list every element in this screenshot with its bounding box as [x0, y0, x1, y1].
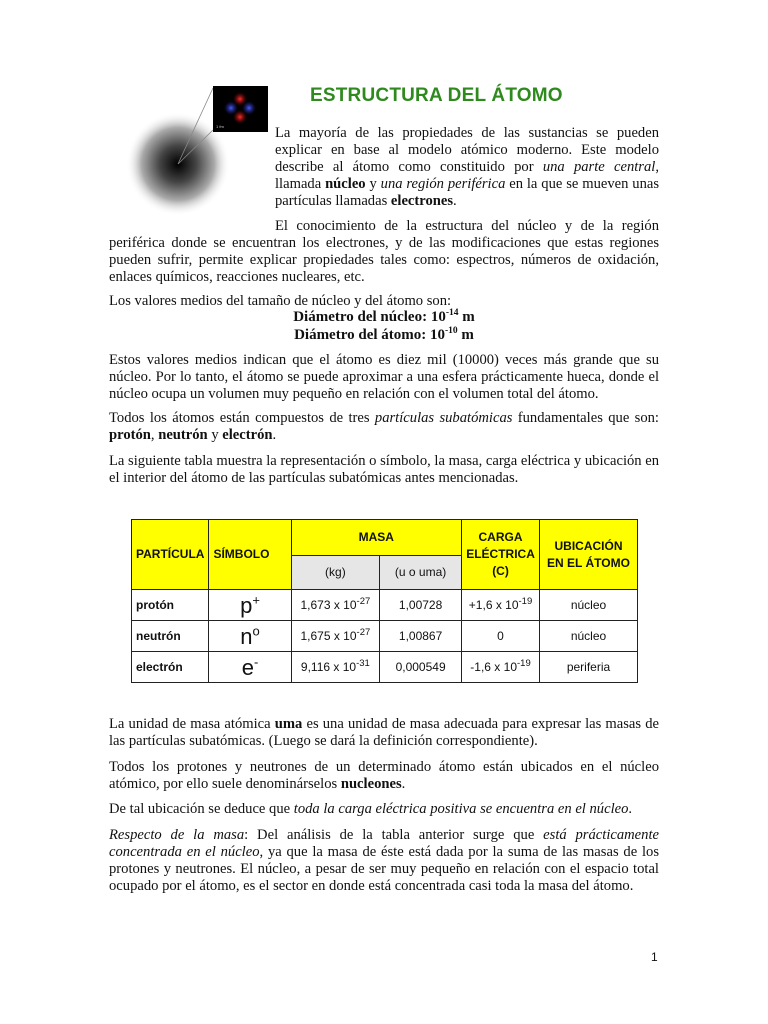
inset-caption: 1 fm [216, 124, 224, 129]
text-run: . [453, 193, 457, 209]
formula-label: Diámetro del núcleo: 10 [293, 309, 446, 325]
symbol-letter: n [240, 623, 253, 649]
page-title: ESTRUCTURA DEL ÁTOMO [310, 85, 563, 106]
paragraph-structure-knowledge: El conocimiento de la estructura del núcleo y de la región periférica donde se encuentran los electrones, y de las modificaciones que estas regiones pueden sufrir, permite explicar propiedades tales como: espectros, números de oxidación, enlaces químicos, reacciones nucleares, etc. [109, 218, 659, 285]
text-run: La unidad de masa atómica [109, 716, 275, 732]
header-mass-kg: (kg) [291, 556, 380, 590]
mass-kg-exponent: -27 [356, 626, 371, 638]
mass-kg-base: 1,675 x 10 [300, 628, 357, 643]
header-charge-line: (C) [492, 564, 509, 578]
cell-particle-name: neutrón [132, 621, 209, 652]
paragraph-sizes-intro: Los valores medios del tamaño de núcleo y del átomo son: [109, 293, 452, 309]
paragraph-nucleons [109, 759, 659, 793]
cell-charge [462, 590, 540, 621]
formula-atom-diameter [109, 327, 659, 344]
page-number: 1 [651, 950, 658, 964]
text-run: y [365, 176, 381, 192]
text-run-bold: uma [274, 716, 303, 732]
formula-nucleus-diameter [109, 309, 659, 326]
header-particle: PARTÍCULA [132, 520, 209, 590]
cell-symbol [209, 621, 291, 652]
paragraph-table-intro: La siguiente tabla muestra la representación o símbolo, la masa, carga eléctrica y ubicación en el interior del átomo de las partículas subatómicas antes mencionadas. [109, 453, 660, 486]
table-row [132, 652, 638, 683]
header-charge-line: CARGA [478, 530, 523, 544]
symbol-superscript: + [252, 592, 260, 608]
formula-unit: m [457, 327, 474, 343]
header-location [540, 520, 638, 590]
symbol-superscript: o [252, 623, 260, 639]
mass-kg-exponent: -27 [356, 595, 371, 607]
subatomic-particles-table [131, 519, 638, 683]
text-run-italic: una región periférica [380, 176, 506, 192]
text-run-bold: electrones [390, 193, 454, 209]
formula-unit: m [458, 309, 475, 325]
table-row [132, 590, 638, 621]
header-charge-line: ELÉCTRICA [466, 547, 535, 561]
text-run: es una unidad de masa adecuada para expresar las masas de las partículas subatómicas. (Luego se dará la definición correspondiente). [109, 716, 659, 749]
charge-exponent: -19 [517, 657, 531, 669]
paragraph-size-ratio: Estos valores medios indican que el átomo es diez mil (10000) veces más grande que su núcleo. Por lo tanto, el átomo se puede aproximar a una esfera prácticamente hueca, donde el núcleo ocupa un volumen muy pequeño en relación con el volumen total del átomo. [109, 352, 659, 402]
symbol-letter: e [241, 654, 254, 680]
cell-symbol [209, 590, 291, 621]
header-charge [462, 520, 540, 590]
cell-mass-u: 0,000549 [380, 652, 462, 683]
mass-kg-base: 1,673 x 10 [300, 597, 357, 612]
cell-mass-u: 1,00728 [380, 590, 462, 621]
formula-label: Diámetro del átomo: 10 [294, 327, 445, 343]
cell-mass-u: 1,00867 [380, 621, 462, 652]
formula-exponent: -14 [445, 308, 459, 318]
text-run: , [150, 427, 159, 443]
text-run: De tal ubicación se deduce que [109, 801, 294, 817]
header-location-line: EN EL ÁTOMO [547, 555, 630, 570]
text-run: fundamentales que son: [512, 410, 659, 426]
text-run-bold: electrón [222, 427, 273, 443]
text-run: Todos los protones y neutrones de un determinado átomo están ubicados en el núcleo atómico, por ello suele denominárselos [109, 759, 659, 792]
cell-mass-kg [291, 652, 380, 683]
cell-mass-kg [291, 590, 380, 621]
text-run-italic: está prácticamente concentrada en el núcleo [109, 827, 659, 860]
paragraph-mass [109, 827, 659, 895]
text-run: , ya que la masa de éste está dada por la suma de las masas de los protones y neutrones. El núcleo, a pesar de ser muy pequeño en relación con el espacio total ocupado por el átomo, es el sector en donde está concentrada casi toda la masa del átomo. [109, 844, 659, 894]
symbol-letter: p [240, 592, 253, 618]
text-run: Todos los átomos están compuestos de tres [109, 410, 375, 426]
table-row [132, 621, 638, 652]
text-run-italic: una parte central [542, 159, 656, 175]
cell-charge [462, 621, 540, 652]
header-symbol: SÍMBOLO [209, 520, 291, 590]
cell-mass-kg [291, 621, 380, 652]
paragraph-uma [109, 716, 659, 750]
cell-location: periferia [540, 652, 638, 683]
charge-base: +1,6 x 10 [468, 597, 519, 612]
text-run: . [628, 801, 633, 817]
cell-symbol [209, 652, 291, 683]
paragraph-intro [275, 125, 659, 210]
text-run-italic: toda la carga eléctrica positiva se encuentra en el núcleo [293, 801, 629, 817]
cell-location: núcleo [540, 621, 638, 652]
text-run: , llamada [275, 159, 659, 192]
paragraph-positive-charge [109, 801, 659, 818]
text-run: : Del análisis de la tabla anterior surge que [244, 827, 544, 843]
formula-exponent: -10 [445, 326, 458, 336]
text-run-italic: partículas subatómicas [374, 410, 513, 426]
cell-charge [462, 652, 540, 683]
text-run-bold: núcleo [325, 176, 366, 192]
header-mass-u: (u o uma) [380, 556, 462, 590]
cell-particle-name: protón [132, 590, 209, 621]
charge-base: -1,6 x 10 [470, 659, 517, 674]
text-run-italic: Respecto de la masa [109, 827, 245, 843]
text-run-bold: nucleones [340, 776, 402, 792]
symbol-superscript: - [253, 654, 259, 670]
mass-kg-base: 9,116 x 10 [300, 659, 357, 674]
text-run: . [401, 776, 406, 792]
mass-kg-exponent: -31 [356, 657, 370, 669]
charge-exponent: -19 [518, 595, 533, 607]
text-run: . [272, 427, 277, 443]
text-run-bold: neutrón [158, 427, 208, 443]
cell-particle-name: electrón [132, 652, 209, 683]
text-run: La mayoría de las propiedades de las sustancias se pueden explicar en base al modelo atómico moderno. Este modelo describe al átomo como constituido por [275, 125, 659, 175]
paragraph-subatomic-particles [109, 410, 659, 444]
text-run-bold: protón [109, 427, 151, 443]
header-mass: MASA [291, 520, 461, 556]
cell-location: núcleo [540, 590, 638, 621]
text-run: en la que se mueven unas partículas llamadas [275, 176, 660, 209]
text-run: y [207, 427, 223, 443]
charge-base: 0 [497, 628, 504, 643]
header-location-line: UBICACIÓN [554, 538, 623, 553]
